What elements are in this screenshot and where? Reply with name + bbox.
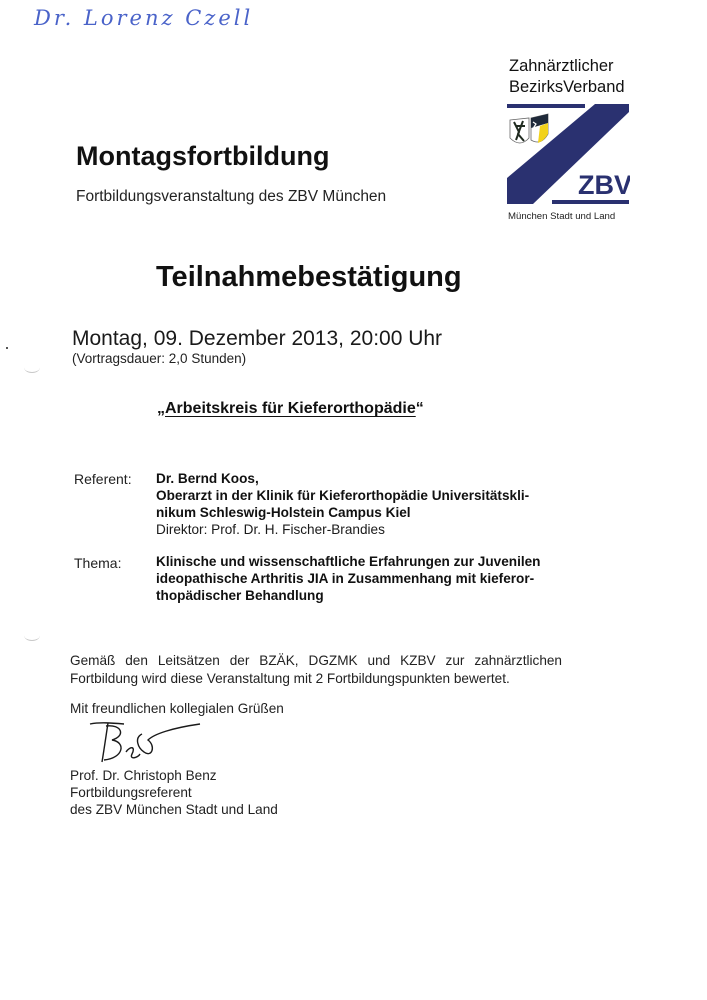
topic-line1: Klinische und wissenschaftliche Erfahrungen zur Juvenilen [156, 554, 541, 569]
topic-label: Thema: [74, 555, 122, 571]
topic-line3: thopädischer Behandlung [156, 588, 324, 603]
scan-speck [6, 347, 8, 349]
event-title-text: Arbeitskreis für Kieferorthopädie [165, 400, 416, 417]
event-date: Montag, 09. Dezember 2013, 20:00 Uhr [72, 327, 443, 350]
handwritten-signature [82, 718, 212, 768]
signer-name: Prof. Dr. Christoph Benz [70, 768, 217, 783]
organization-name-line1: Zahnärztlicher [509, 57, 614, 75]
svg-text:ZBV: ZBV [578, 170, 630, 200]
signer-role: Fortbildungsreferent [70, 785, 192, 800]
points-statement-line1: Gemäß den Leitsätzen der BZÄK, DGZMK und KZBV zur zahnärztlichen [70, 653, 562, 668]
signer-organization: des ZBV München Stadt und Land [70, 802, 278, 817]
topic-line2: ideopathische Arthritis JIA in Zusammenhang mit kieferor- [156, 571, 535, 586]
quote-close: “ [415, 400, 424, 417]
topic-details [156, 553, 596, 604]
speaker-position-line1: Oberarzt in der Klinik für Kieferorthopädie Universitätskli- [156, 488, 530, 503]
closing-greeting: Mit freundlichen kollegialen Grüßen [70, 701, 284, 716]
speaker-name: Dr. Bernd Koos, [156, 471, 259, 486]
organization-name-line2: BezirksVerband [509, 78, 625, 96]
zbv-logo-graphic [507, 104, 630, 204]
page-subtitle: Fortbildungsveranstaltung des ZBV München [76, 188, 387, 205]
logo-caption: München Stadt und Land [508, 211, 616, 222]
signer-block [70, 767, 278, 818]
zbv-logo [507, 104, 630, 204]
quote-open: „ [157, 400, 165, 417]
binder-hole-mark [24, 630, 40, 641]
event-duration: (Vortragsdauer: 2,0 Stunden) [72, 351, 247, 366]
document-heading: Teilnahmebestätigung [156, 261, 462, 293]
speaker-position-line2: nikum Schleswig-Holstein Campus Kiel [156, 505, 411, 520]
page-title: Montagsfortbildung [76, 141, 330, 171]
coat-of-arms-icon [510, 114, 548, 143]
speaker-label: Referent: [74, 471, 132, 487]
speaker-director: Direktor: Prof. Dr. H. Fischer-Brandies [156, 522, 385, 537]
points-statement [70, 652, 562, 688]
signature-icon [82, 718, 212, 768]
points-statement-line2: Fortbildung wird diese Veranstaltung mit 2 Fortbildungspunkten bewertet. [70, 671, 510, 686]
speaker-details [156, 470, 596, 538]
event-title [157, 400, 424, 418]
handwritten-name-note: Dr. Lorenz Czell [34, 6, 254, 30]
binder-hole-mark [24, 362, 40, 373]
organization-name [509, 56, 625, 98]
